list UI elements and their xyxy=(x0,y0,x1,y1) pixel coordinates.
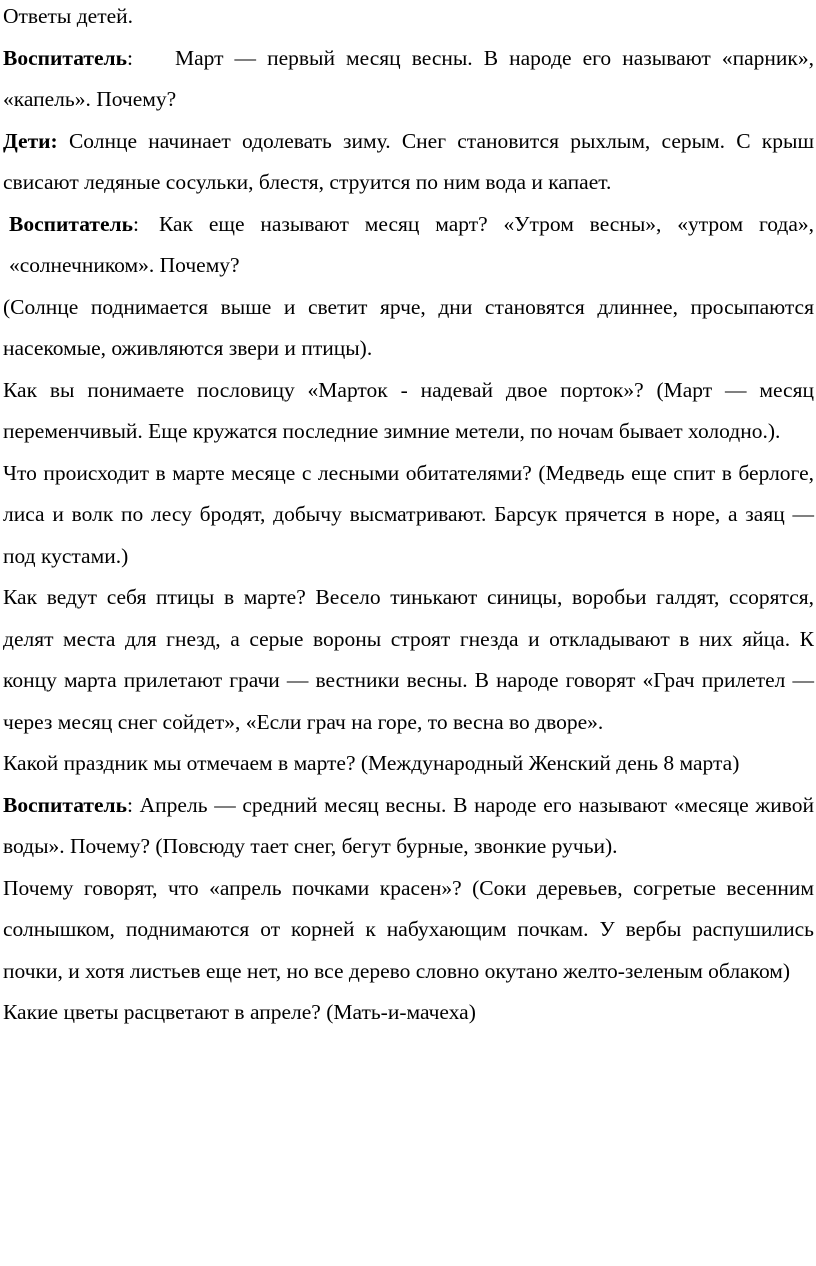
speaker-label: Воспитатель xyxy=(3,792,127,817)
paragraph-april-flowers xyxy=(3,992,814,1034)
paragraph-text: Как вы понимаете пословицу «Марток - надевай двое порток»? (Март — месяц переменчивый. Еще кружатся последние зимние метели, по ночам бывает холодно.). xyxy=(3,377,814,443)
paragraph-sun-explanation xyxy=(3,287,814,370)
speaker-label: Воспитатель xyxy=(9,211,133,236)
paragraph-text: Апрель — средний месяц весны. В народе его называют «месяце живой воды». Почему? (Повсюду тает снег, бегут бурные, звонкие ручьи). xyxy=(3,792,814,858)
paragraph-holiday-march xyxy=(3,743,814,785)
paragraph-forest-animals xyxy=(3,453,814,578)
paragraph-text: (Солнце поднимается выше и светит ярче, дни становятся длиннее, просыпаются насекомые, оживляются звери и птицы). xyxy=(3,294,814,360)
paragraph-april-buds xyxy=(3,868,814,993)
paragraph-text: Что происходит в марте месяце с лесными обитателями? (Медведь еще спит в берлоге, лиса и волк по лесу бродят, добычу высматривают. Барсук прячется в норе, а заяц — под кустами.) xyxy=(3,460,814,568)
paragraph-text: Почему говорят, что «апрель почками красен»? (Соки деревьев, согретые весенним солнышком, поднимаются от корней к набухающим почкам. У вербы распушились почки, и хотя листьев еще нет, но все дерево словно окутано желто-зеленым облаком) xyxy=(3,875,814,983)
paragraph-text: Какие цветы расцветают в апреле? (Мать-и-мачеха) xyxy=(3,1000,476,1024)
paragraph-text: Март — первый месяц весны. В народе его называют «парник», «капель». Почему? xyxy=(3,45,814,111)
speaker-label: Воспитатель xyxy=(3,45,127,70)
paragraph-proverb-question xyxy=(3,370,814,453)
paragraph-text: Солнце начинает одолевать зиму. Снег становится рыхлым, серым. С крыш свисают ледяные сосульки, блестя, струится по ним вода и капает. xyxy=(3,128,815,194)
paragraph-text: Какой праздник мы отмечаем в марте? (Международный Женский день 8 марта) xyxy=(3,751,740,775)
paragraph-text: Как еще называют месяц март? «Утром весны», «утром года», «солнечником». Почему? xyxy=(9,211,814,277)
paragraph-teacher-march-names: Воспитатель: Как еще называют месяц март? «Утром весны», «утром года», «солнечником». Почему? xyxy=(9,211,814,277)
paragraph-text: Ответы детей. xyxy=(3,4,134,28)
paragraph-children-reply xyxy=(3,121,814,204)
paragraph-teacher-march: Воспитатель: Март — первый месяц весны. В народе его называют «парник», «капель». Почему? xyxy=(3,45,814,111)
paragraph-teacher-april: Воспитатель: Апрель — средний месяц весны. В народе его называют «месяце живой воды». Почему? (Повсюду тает снег, бегут бурные, звонкие ручьи). xyxy=(3,792,814,858)
speaker-label: Дети: xyxy=(3,128,58,153)
paragraph-birds-march xyxy=(3,577,814,743)
paragraph-text: Как ведут себя птицы в марте? Весело тинькают синицы, воробьи галдят, ссорятся, делят места для гнезд, а серые вороны строят гнезда и откладывают в них яйца. К концу марта прилетают грачи — вестники весны. В народе говорят «Грач прилетел — через месяц снег сойдет», «Если грач на горе, то весна во дворе». xyxy=(3,585,814,734)
paragraph-children-answers xyxy=(3,0,814,38)
